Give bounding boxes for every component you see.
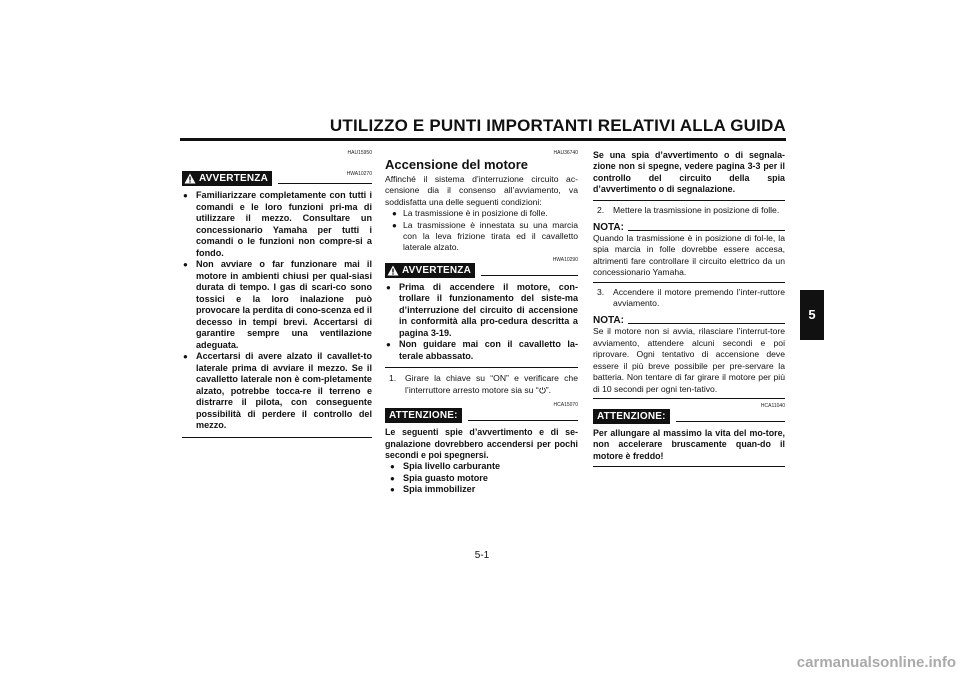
attention-code: HCA15070 bbox=[553, 402, 578, 409]
header-line bbox=[481, 275, 578, 276]
condition-list bbox=[385, 208, 578, 254]
intro-paragraph: Affinché il sistema d’interruzione circuito ac-censione dia il consenso all’avviamento, va soddisfatta una delle seguenti condizioni: bbox=[385, 174, 578, 207]
list-item: ● Non avviare o far funzionare mai il motore in ambienti chiusi per qual-siasi durata di tempo. I gas di scari-co sono tossici e la loro inalazione può provocare la perdita di cono-scenza ed il decesso in tempi brevi. Accertarsi di garantire sempre una ventilazione adeguata. bbox=[182, 259, 372, 351]
step-text-end: ”. bbox=[545, 384, 551, 395]
column-3 bbox=[593, 150, 785, 467]
step-text bbox=[405, 373, 578, 396]
header-line bbox=[278, 183, 372, 184]
section-code: HAU15950 bbox=[347, 150, 372, 156]
warning-badge bbox=[182, 171, 272, 186]
page-title: UTILIZZO E PUNTI IMPORTANTI RELATIVI ALLA GUIDA bbox=[329, 116, 786, 135]
list-item: ● La trasmissione è in posizione di folle. bbox=[389, 208, 578, 219]
header-line bbox=[676, 421, 785, 422]
step-number: 3. bbox=[597, 286, 605, 297]
warning-end-rule bbox=[385, 367, 578, 368]
attention-code: HCA11040 bbox=[760, 402, 785, 409]
attention-header bbox=[385, 408, 578, 423]
column-2 bbox=[385, 150, 578, 496]
attention-end-rule bbox=[593, 466, 785, 467]
section-code: HAU36740 bbox=[553, 150, 578, 156]
column-1 bbox=[182, 150, 372, 438]
warning-code: HWA10270 bbox=[346, 171, 372, 177]
note-header bbox=[593, 315, 785, 326]
section-rule bbox=[593, 200, 785, 201]
list-item: ● Spia immobilizer bbox=[389, 484, 578, 496]
list-item: ● Non guidare mai con il cavalletto la-terale abbassato. bbox=[385, 339, 578, 362]
chapter-tab: 5 bbox=[800, 290, 824, 340]
engine-run-icon bbox=[539, 387, 546, 394]
step-text: Accendere il motore premendo l’inter-ruttore avviamento. bbox=[613, 286, 785, 309]
attention-text: Le seguenti spie d’avvertimento e di se-gnalazione dovrebbero accendersi per pochi secondi e poi spegnersi. bbox=[385, 427, 578, 460]
attention-badge: ATTENZIONE: bbox=[385, 408, 462, 423]
note-label: NOTA: bbox=[593, 315, 624, 327]
step-2 bbox=[593, 205, 785, 216]
warning-list bbox=[385, 282, 578, 363]
title-rule bbox=[180, 138, 786, 141]
attention-badge: ATTENZIONE: bbox=[593, 409, 670, 424]
warning-badge bbox=[385, 263, 475, 278]
lights-list bbox=[385, 461, 578, 496]
note-label: NOTA: bbox=[593, 222, 624, 234]
list-item: ● Spia guasto motore bbox=[389, 473, 578, 485]
header-line bbox=[468, 420, 578, 421]
step-3 bbox=[593, 287, 785, 310]
attention-text: Per allungare al massimo la vita del mo-tore, non accelerare bruscamente quan-do il motore è freddo! bbox=[593, 427, 785, 461]
warning-code: HWA10290 bbox=[552, 256, 578, 263]
list-item: ● Familiarizzare completamente con tutti i comandi e le loro funzioni pri-ma di utilizzare il mezzo. Consultare un concessionario Yamaha per tutti i comandi o le funzioni non compre-si a fondo. bbox=[182, 190, 372, 259]
warning-list bbox=[182, 190, 372, 432]
warning-triangle-icon bbox=[387, 265, 399, 276]
list-item: ● Spia livello carburante bbox=[389, 461, 578, 473]
note-line bbox=[628, 323, 785, 324]
list-item: ● Accertarsi di avere alzato il cavallet-to laterale prima di avviare il mezzo. Se il cavalletto laterale non è com-pletamente alzato, potrebbe tocca-re il terreno e distrarre il pilota, con conseguente possibilità di perdere il controllo del mezzo. bbox=[182, 351, 372, 432]
list-item: ● La trasmissione è innestata su una marcia con la leva frizione tirata ed il cavalletto laterale alzato. bbox=[389, 220, 578, 254]
step-1 bbox=[385, 373, 578, 396]
warning-label: AVVERTENZA bbox=[199, 173, 269, 184]
note-end-rule bbox=[593, 282, 785, 283]
section-heading: Accensione del motore bbox=[385, 157, 529, 172]
note-header bbox=[593, 222, 785, 233]
note-text: Se il motore non si avvia, rilasciare l’interrut-tore avviamento, attendere alcuni secondi e poi riprovare. Ogni tentativo di accensione deve essere il più breve possibile per pre-servare la batteria. Non tentare di far girare il motore per più di 10 secondi per ogni ten-tativo. bbox=[593, 326, 785, 394]
attention-header bbox=[593, 409, 785, 424]
warning-end-rule bbox=[182, 437, 372, 438]
footer-watermark: carmanualsonline.info bbox=[796, 654, 956, 671]
step-text: Mettere la trasmissione in posizione di folle. bbox=[613, 204, 780, 215]
step-number: 1. bbox=[389, 373, 397, 384]
note-text: Quando la trasmissione è in posizione di fol-le, la spia marcia in folle dovrebbe essere accesa, altrimenti fare controllare il circuito elettrico da un concessionario Yamaha. bbox=[593, 233, 785, 278]
warning-triangle-icon bbox=[184, 173, 196, 184]
warning-header bbox=[385, 263, 578, 278]
note-line bbox=[628, 230, 785, 231]
note-end-rule bbox=[593, 398, 785, 399]
step-number: 2. bbox=[597, 204, 605, 215]
page-number: 5-1 bbox=[474, 550, 490, 561]
list-item: ● Prima di accendere il motore, con-trollare il funzionamento del siste-ma d’interruzione del circuito di accensione in conformità alla pro-cedura descritta a pagina 3-19. bbox=[385, 282, 578, 340]
step-text-main: Girare la chiave su “ON” e verificare che l’interruttore arresto motore sia su “ bbox=[405, 373, 578, 395]
warning-label: AVVERTENZA bbox=[402, 264, 472, 276]
intro-bold-paragraph: Se una spia d’avvertimento o di segnala-zione non si spegne, vedere pagina 3-3 per il controllo del circuito della spia d’avvertimento o di segnalazione. bbox=[593, 150, 785, 195]
